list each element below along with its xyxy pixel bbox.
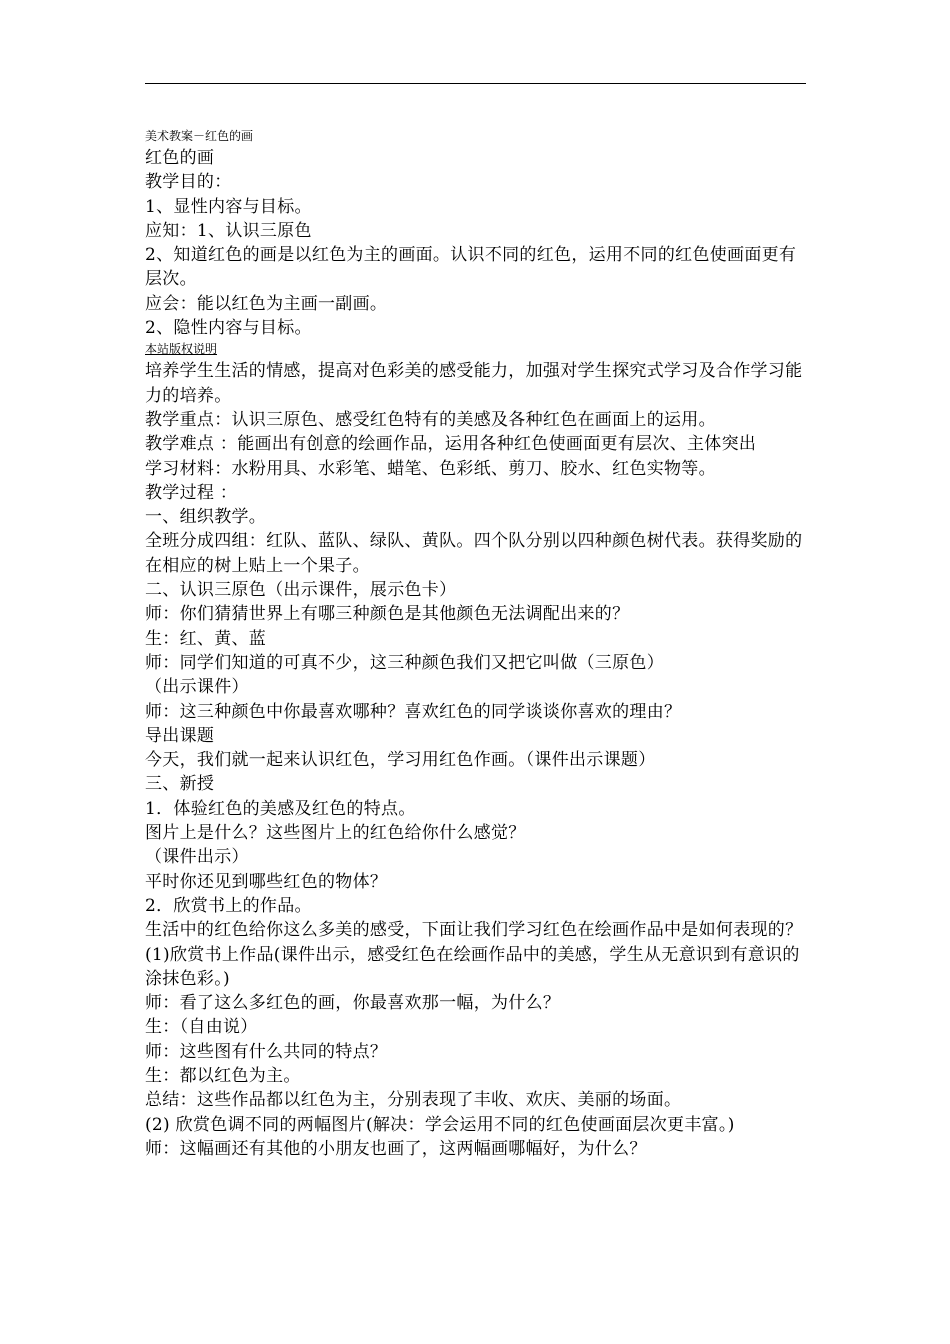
paragraph: 生活中的红色给你这么多美的感受，下面让我们学习红色在绘画作品中是如何表现的？ [145, 920, 803, 941]
paragraph: 2、隐性内容与目标。 [145, 318, 312, 339]
paragraph: 2．欣赏书上的作品。 [145, 895, 312, 916]
paragraph: 二、认识三原色（出示课件，展示色卡） [145, 580, 457, 601]
paragraphs-before-link [145, 146, 809, 340]
document-title: 红色的画 [145, 148, 215, 168]
copyright-link[interactable]: 本站版权说明 [145, 342, 218, 357]
paragraph: （出示课件） [145, 677, 249, 698]
paragraph: (2) 欣赏色调不同的两幅图片(解决：学会运用不同的红色使画面层次更丰富。) [145, 1114, 735, 1135]
paragraph: 师：同学们知道的可真不少，这三种颜色我们又把它叫做（三原色） [145, 652, 664, 673]
paragraph: 2、知道红色的画是以红色为主的画面。认识不同的红色，运用不同的红色使画面更有层次。 [145, 245, 797, 290]
paragraph: 生：红、黄、蓝 [145, 628, 267, 649]
paragraph: 教学难点 ：能画出有创意的绘画作品，运用各种红色使画面更有层次、主体突出 [145, 434, 757, 455]
header-rule [145, 83, 806, 84]
paragraph: 学习材料：水粉用具、水彩笔、蜡笔、色彩纸、剪刀、胶水、红色实物等。 [145, 458, 716, 479]
paragraph: 教学重点：认识三原色、感受红色特有的美感及各种红色在画面上的运用。 [145, 409, 716, 430]
document-label: 美术教案－红色的画 [145, 129, 254, 143]
paragraph: 应会：能以红色为主画一副画。 [145, 293, 388, 314]
paragraph: 师：看了这么多红色的画，你最喜欢那一幅，为什么？ [145, 993, 561, 1014]
paragraph: 师：你们猜猜世界上有哪三种颜色是其他颜色无法调配出来的？ [145, 604, 630, 625]
paragraph: 今天，我们就一起来认识红色，学习用红色作画。（课件出示课题） [145, 750, 656, 771]
paragraph: 图片上是什么？这些图片上的红色给你什么感觉？ [145, 823, 526, 844]
paragraph: 1．体验红色的美感及红色的特点。 [145, 798, 416, 819]
paragraph: 师：这些图有什么共同的特点？ [145, 1041, 388, 1062]
paragraph: 全班分成四组：红队、蓝队、绿队、黄队。四个队分别以四种颜色树代表。获得奖励的在相应的树上贴上一个果子。 [145, 531, 803, 576]
paragraph: 1、显性内容与目标。 [145, 196, 312, 217]
paragraph: （课件出示） [145, 847, 249, 868]
paragraph: 生：都以红色为主。 [145, 1065, 301, 1086]
paragraph: 师：这三种颜色中你最喜欢哪种？喜欢红色的同学谈谈你喜欢的理由？ [145, 701, 682, 722]
paragraph: 培养学生生活的情感，提高对色彩美的感受能力，加强对学生探究式学习及合作学习能力的培养。 [145, 361, 803, 406]
paragraph: 一、组织教学。 [145, 507, 267, 528]
document-body [145, 127, 809, 1161]
paragraph: 师：这幅画还有其他的小朋友也画了，这两幅画哪幅好，为什么？ [145, 1138, 647, 1159]
paragraph: 教学目的： [145, 172, 232, 193]
paragraph: 三、新授 [145, 774, 215, 795]
paragraphs-after-link [145, 359, 809, 1161]
paragraph: 教学过程 ： [145, 482, 238, 503]
paragraph: (1)欣赏书上作品(课件出示，感受红色在绘画作品中的美感，学生从无意识到有意识的涂抹色彩。) [145, 944, 800, 989]
paragraph: 总结：这些作品都以红色为主，分别表现了丰收、欢庆、美丽的场面。 [145, 1090, 682, 1111]
paragraph: 生：（自由说） [145, 1017, 258, 1038]
paragraph: 应知：1、认识三原色 [145, 220, 312, 241]
paragraph: 导出课题 [145, 725, 215, 746]
paragraph: 平时你还见到哪些红色的物体？ [145, 871, 388, 892]
